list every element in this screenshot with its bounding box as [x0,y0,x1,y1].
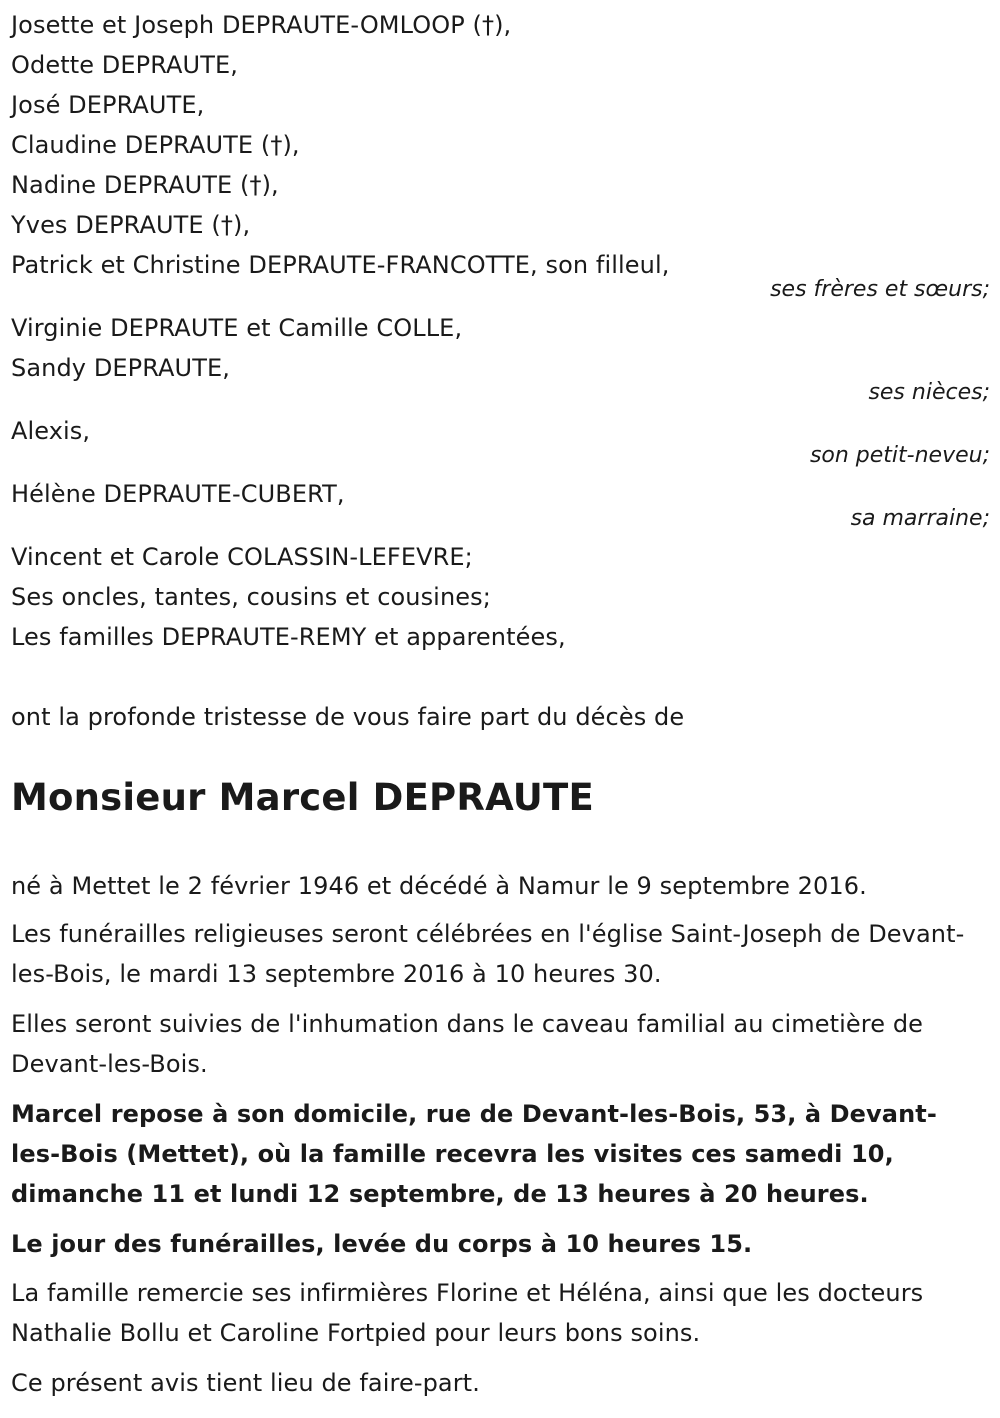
visits-paragraph: Marcel repose à son domicile, rue de Devant-les-Bois, 53, à Devant-les-Bois (Mettet), où la famille recevra les visites ces samedi 10, dimanche 11 et lundi 12 septembre, de 13 heures à 20 heures. [11,1100,937,1208]
family-line: Nadine DEPRAUTE (†), [11,171,279,199]
nieces-role: ses nièces; [868,380,990,405]
family-line: Claudine DEPRAUTE (†), [11,131,300,159]
thanks-paragraph: La famille remercie ses infirmières Florine et Héléna, ainsi que les docteurs Nathalie Bollu et Caroline Fortpied pour leurs bons soins. [11,1279,924,1347]
grandnephew-role: son petit-neveu; [809,443,990,468]
family-line: Hélène DEPRAUTE-CUBERT, [11,480,345,508]
family-line: José DEPRAUTE, [11,91,205,119]
announcement-text: ont la profonde tristesse de vous faire part du décès de [11,703,685,731]
family-line: Josette et Joseph DEPRAUTE-OMLOOP (†), [11,11,512,39]
family-line: Sandy DEPRAUTE, [11,354,230,382]
family-line: Ses oncles, tantes, cousins et cousines; [11,583,491,611]
family-line: Vincent et Carole COLASSIN-LEFEVRE; [11,543,473,571]
siblings-role: ses frères et sœurs; [770,277,990,302]
family-line: Patrick et Christine DEPRAUTE-FRANCOTTE, son filleul, [11,251,670,279]
godmother-role: sa marraine; [850,506,990,531]
burial-paragraph: Elles seront suivies de l'inhumation dans le caveau familial au cimetière de Devant-les-Bois. [11,1010,924,1078]
funeral-paragraph: Les funérailles religieuses seront célébrées en l'église Saint-Joseph de Devant-les-Bois, le mardi 13 septembre 2016 à 10 heures 30. [11,920,965,988]
family-line: Yves DEPRAUTE (†), [11,211,251,239]
family-line: Les familles DEPRAUTE-REMY et apparentées, [11,623,566,651]
deceased-name: Monsieur Marcel DEPRAUTE [11,776,594,819]
family-line: Virginie DEPRAUTE et Camille COLLE, [11,314,463,342]
levee-paragraph: Le jour des funérailles, levée du corps à 10 heures 15. [11,1230,753,1258]
family-line: Alexis, [11,417,91,445]
family-line: Odette DEPRAUTE, [11,51,238,79]
birth-death-paragraph: né à Mettet le 2 février 1946 et décédé à Namur le 9 septembre 2016. [11,872,867,900]
closing-paragraph: Ce présent avis tient lieu de faire-part. [11,1369,480,1397]
